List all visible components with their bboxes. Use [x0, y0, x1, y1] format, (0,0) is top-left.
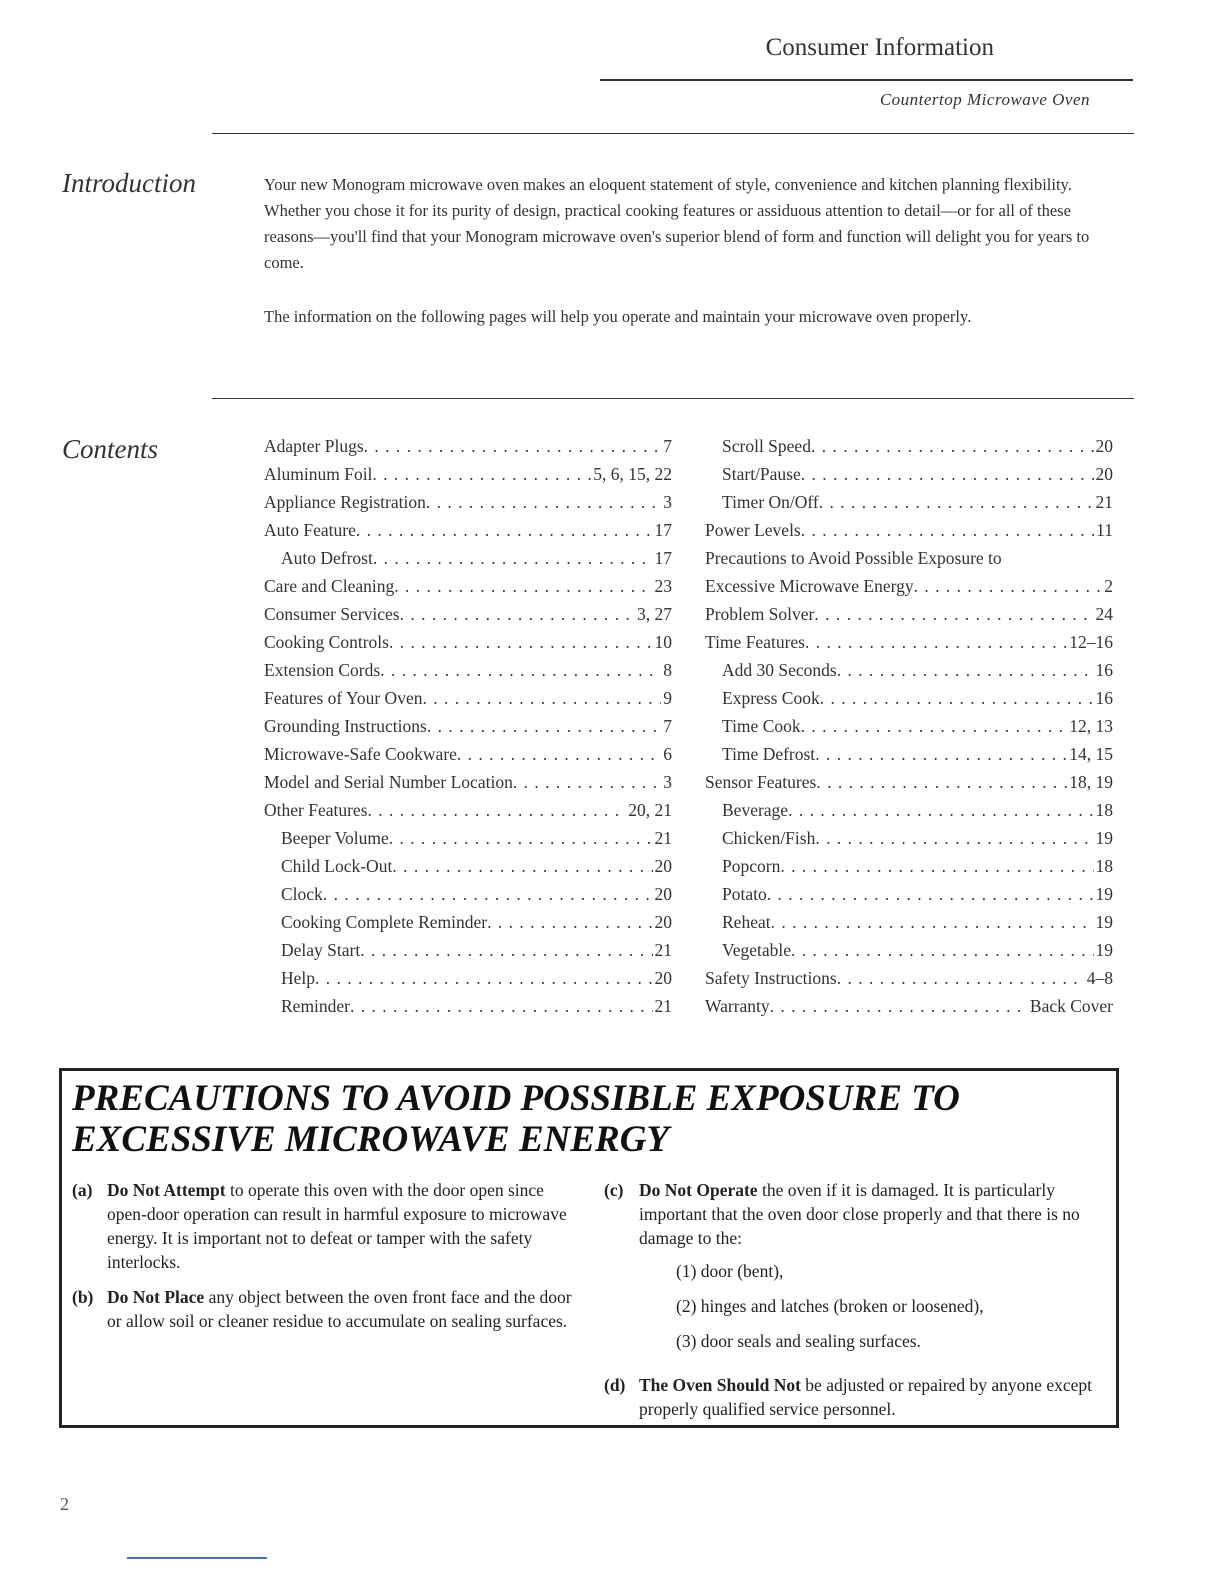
toc-entry: Other Features . . . 20, 21 [264, 796, 672, 824]
toc-entry: Chicken/Fish . . . 19 [705, 824, 1113, 852]
page-number: 2 [60, 1494, 69, 1514]
toc-entry: Safety Instructions . . . 4–8 [705, 964, 1113, 992]
item-letter: (d) [604, 1375, 626, 1395]
damage-list-item: (1) door (bent), [676, 1261, 784, 1281]
toc-entry: Timer On/Off . . . 21 [705, 488, 1113, 516]
toc-entry: Delay Start . . . 21 [264, 936, 672, 964]
toc-entry: Problem Solver . . . 24 [705, 600, 1113, 628]
toc-entry: Excessive Microwave Energy . . . 2 [705, 572, 1113, 600]
introduction-heading: Introduction [62, 168, 196, 198]
toc-entry: Popcorn . . . 18 [705, 852, 1113, 880]
toc-entry: Microwave-Safe Cookware . . . 6 [264, 740, 672, 768]
precaution-item-b [72, 1285, 582, 1333]
toc-entry: Clock . . . 20 [264, 880, 672, 908]
toc-entry: Adapter Plugs . . . 7 [264, 432, 672, 460]
item-letter: (a) [72, 1180, 93, 1200]
precautions-column-left [72, 1178, 582, 1344]
item-text: to operate this oven with the door open since open-door operation can result in harmful exposure to microwave energy. It is important not to defeat or tamper with the safety interlocks. [107, 1180, 567, 1272]
toc-entry: Grounding Instructions . . . 7 [264, 712, 672, 740]
item-text: the oven if it is damaged. It is particularly important that the oven door close properly and that there is no damage to the: [639, 1180, 1080, 1248]
damage-list-item: (2) hinges and latches (broken or loosened), [676, 1296, 984, 1316]
toc-entry: Care and Cleaning . . . 23 [264, 572, 672, 600]
contents-heading: Contents [62, 434, 159, 464]
toc-entry: Cooking Controls . . . 10 [264, 628, 672, 656]
contents-list-left [264, 432, 672, 1020]
precautions-title [72, 1078, 1102, 1160]
toc-entry: Scroll Speed . . . 20 [705, 432, 1113, 460]
toc-entry: Vegetable . . . 19 [705, 936, 1113, 964]
page-header-title: Consumer Information [765, 34, 994, 61]
toc-entry: Reheat . . . 19 [705, 908, 1113, 936]
toc-entry: Warranty . . . Back Cover [705, 992, 1113, 1020]
introduction-paragraph: Your new Monogram microwave oven makes an eloquent statement of style, convenience and kitchen planning flexibility. Whether you chose it for its purity of design, practical cooking features or assiduous attention to detail—or for all of these reasons—you'll find that your Monogram microwave oven's superior blend of form and function will delight you for years to come. [264, 175, 1090, 272]
section-divider [212, 398, 1134, 399]
toc-entry: Features of Your Oven . . . 9 [264, 684, 672, 712]
toc-entry: Consumer Services . . . 3, 27 [264, 600, 672, 628]
item-lead: Do Not Place [107, 1287, 205, 1307]
toc-entry: Start/Pause . . . 20 [705, 460, 1113, 488]
section-divider [212, 133, 1134, 134]
precautions-title-line: EXCESSIVE MICROWAVE ENERGY [72, 1119, 670, 1160]
header-rule [600, 79, 1133, 81]
toc-entry: Time Defrost . . . 14, 15 [705, 740, 1113, 768]
toc-entry: Appliance Registration . . . 3 [264, 488, 672, 516]
toc-entry: Help . . . 20 [264, 964, 672, 992]
item-letter: (c) [604, 1180, 624, 1200]
item-letter: (b) [72, 1287, 94, 1307]
toc-entry: Beverage . . . 18 [705, 796, 1113, 824]
toc-entry: Time Cook . . . 12, 13 [705, 712, 1113, 740]
toc-entry: Potato . . . 19 [705, 880, 1113, 908]
toc-entry: Aluminum Foil . . . 5, 6, 15, 22 [264, 460, 672, 488]
toc-entry: Extension Cords . . . 8 [264, 656, 672, 684]
damage-list [604, 1257, 1104, 1362]
precaution-item-d [604, 1373, 1104, 1421]
toc-entry: Sensor Features . . . 18, 19 [705, 768, 1113, 796]
item-lead: The Oven Should Not [639, 1375, 801, 1395]
toc-entry: Precautions to Avoid Possible Exposure to [705, 548, 1002, 568]
toc-entry: Model and Serial Number Location . . . 3 [264, 768, 672, 796]
introduction-paragraph: The information on the following pages will help you operate and maintain your microwave oven properly. [264, 307, 972, 326]
toc-entry: Auto Defrost . . . 17 [264, 544, 672, 572]
item-text: be adjusted or repaired by anyone except properly qualified service personnel. [639, 1375, 1092, 1419]
toc-entry: Auto Feature . . . 17 [264, 516, 672, 544]
page-header-subtitle: Countertop Microwave Oven [879, 90, 1090, 109]
damage-list-item: (3) door seals and sealing surfaces. [676, 1331, 921, 1351]
toc-entry: Reminder . . . 21 [264, 992, 672, 1020]
precaution-item-c [604, 1178, 1104, 1250]
bottom-rule [127, 1557, 267, 1559]
precaution-item-a [72, 1178, 582, 1274]
toc-entry: Cooking Complete Reminder . . . 20 [264, 908, 672, 936]
item-lead: Do Not Attempt [107, 1180, 226, 1200]
toc-entry: Child Lock-Out . . . 20 [264, 852, 672, 880]
toc-entry: Time Features . . . 12–16 [705, 628, 1113, 656]
toc-entry: Beeper Volume . . . 21 [264, 824, 672, 852]
toc-entry: Add 30 Seconds . . . 16 [705, 656, 1113, 684]
toc-entry: Power Levels . . . 11 [705, 516, 1113, 544]
item-text: any object between the oven front face and the door or allow soil or cleaner residue to accumulate on sealing surfaces. [107, 1287, 572, 1331]
precautions-title-line: PRECAUTIONS TO AVOID POSSIBLE EXPOSURE TO [72, 1078, 960, 1119]
precautions-column-right [604, 1178, 1104, 1432]
toc-entry: Express Cook . . . 16 [705, 684, 1113, 712]
item-lead: Do Not Operate [639, 1180, 758, 1200]
contents-list-right [705, 432, 1113, 1020]
